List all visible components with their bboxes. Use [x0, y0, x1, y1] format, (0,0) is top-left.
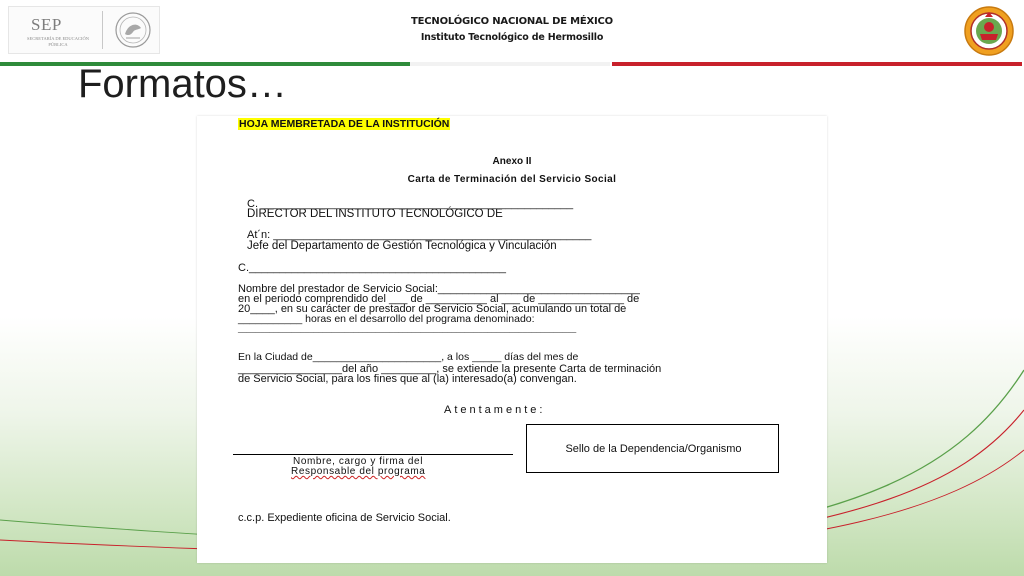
- header-bar-red: [612, 62, 1022, 66]
- sep-logo-divider: [102, 11, 103, 49]
- letter-document: [197, 116, 827, 563]
- letter-title: Carta de Terminación del Servicio Social: [407, 174, 617, 185]
- stamp-label: Sello de la Dependencia/Organismo: [565, 443, 742, 455]
- header-bar-white: [410, 62, 610, 66]
- ccp-note: c.c.p. Expediente oficina de Servicio Social.: [238, 512, 451, 524]
- addressee-name-line: C. ___________________________________________________: [247, 198, 574, 210]
- c-line: C.__________________________________________: [238, 262, 506, 274]
- city-line-2: _________________del año _________, se extiende la presente Carta de terminación: [238, 363, 662, 375]
- city-line-3: de Servicio Social, para los fines que al (la) interesado(a) convengan.: [238, 373, 577, 385]
- itt-hermosillo-logo-icon: [963, 5, 1015, 57]
- body-line-3: 20____, en su carácter de prestador de Servicio Social, acumulando un total de: [238, 303, 627, 315]
- institute-name: Instituto Tecnológico de Hermosillo: [420, 32, 604, 43]
- institution-name: TECNOLÓGICO NACIONAL DE MÉXICO: [411, 16, 613, 27]
- signature-line: [233, 454, 513, 455]
- sep-logo-subtitle: SECRETARÍA DE EDUCACIÓN PÚBLICA: [27, 36, 89, 47]
- slide-title: Formatos…: [78, 62, 287, 106]
- annex-label: Anexo II: [492, 156, 532, 167]
- closing-salutation: Atentamente:: [444, 404, 546, 416]
- addressee-role: DIRECTOR DEL INSTITUTO TECNOLÓGICO DE: [247, 208, 503, 220]
- signature-caption-line-1: Nombre, cargo y firma del: [293, 456, 424, 467]
- letterhead-note: HOJA MEMBRETADA DE LA INSTITUCIÓN: [239, 118, 450, 130]
- attention-line: At´n: ____________________________________________________: [247, 229, 592, 241]
- body-line-4: ___________ horas en el desarrollo del programa denominado:: [238, 313, 535, 325]
- stamp-box: [526, 424, 779, 473]
- city-line-1: En la Ciudad de______________________, a los _____ días del mes de: [238, 351, 579, 363]
- body-line-1: Nombre del prestador de Servicio Social:_________________________________: [238, 283, 640, 295]
- sep-logo-word: SEP: [31, 15, 62, 34]
- signature-caption-line-2: Responsable del programa: [291, 466, 426, 477]
- attention-role: Jefe del Departamento de Gestión Tecnológica y Vinculación: [247, 240, 557, 252]
- sep-logo: [8, 6, 160, 54]
- body-line-5: ____________________________________________________________________________: [238, 324, 577, 333]
- mexico-coat-of-arms-icon: [111, 10, 155, 50]
- body-line-2: en el periodo comprendido del ___ de __________ al ___ de ______________ de: [238, 293, 640, 305]
